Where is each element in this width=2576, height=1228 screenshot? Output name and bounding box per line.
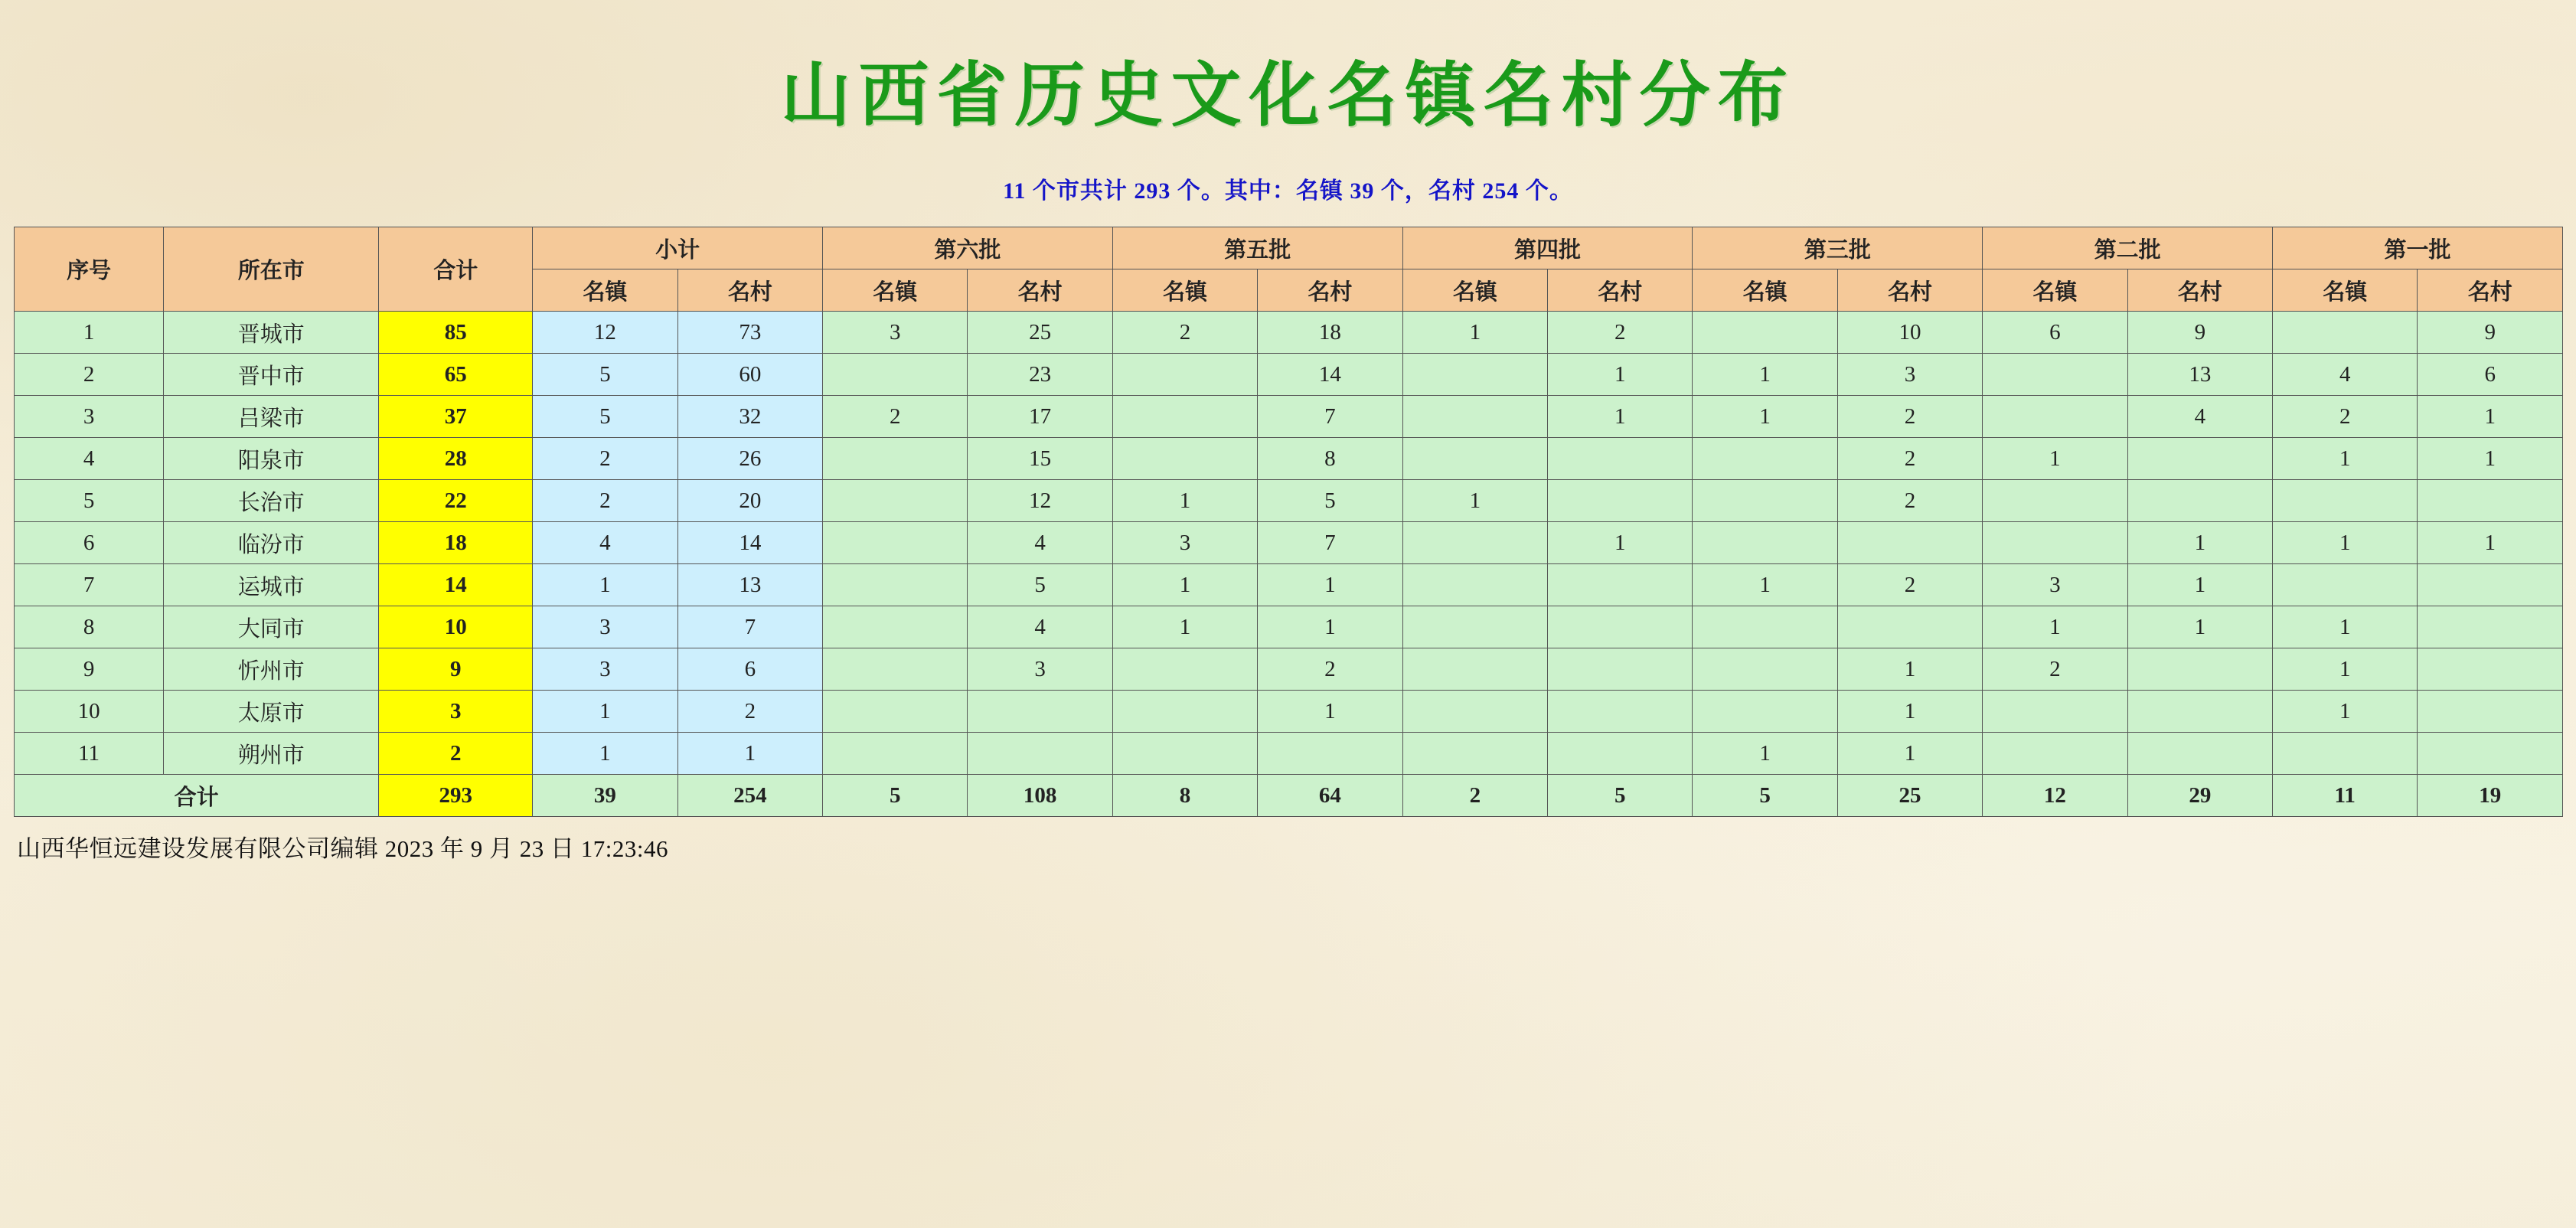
cell-value: 1 <box>1112 606 1257 648</box>
cell-value: 6 <box>2418 354 2563 396</box>
cell-value <box>1548 480 1693 522</box>
header-group-batch2: 第二批 <box>1983 227 2273 269</box>
cell-value: 1 <box>1258 564 1402 606</box>
cell-value: 1 <box>1548 354 1693 396</box>
cell-value: 23 <box>968 354 1112 396</box>
cell-value <box>2273 312 2418 354</box>
cell-value: 7 <box>677 606 822 648</box>
cell-value: 1 <box>2127 606 2272 648</box>
cell-city: 运城市 <box>164 564 379 606</box>
header-total: 合计 <box>379 227 533 312</box>
cell-total: 22 <box>379 480 533 522</box>
cell-value: 26 <box>677 438 822 480</box>
cell-value <box>2127 438 2272 480</box>
cell-city: 大同市 <box>164 606 379 648</box>
cell-value: 5 <box>533 354 677 396</box>
cell-value <box>823 606 968 648</box>
cell-value: 3 <box>823 312 968 354</box>
cell-value: 13 <box>677 564 822 606</box>
cell-value <box>2418 606 2563 648</box>
cell-value <box>1402 522 1547 564</box>
header-sub-town-batch6: 名镇 <box>823 269 968 312</box>
summary-line: 11 个市共计 293 个。其中：名镇 39 个，名村 254 个。 <box>1003 178 1573 204</box>
header-sub-village-batch6: 名村 <box>968 269 1112 312</box>
cell-value: 1 <box>1693 396 1837 438</box>
cell-value <box>2273 480 2418 522</box>
cell-value <box>2273 733 2418 775</box>
cell-value <box>1693 312 1837 354</box>
cell-seq: 4 <box>15 438 164 480</box>
cell-value: 2 <box>1837 438 1982 480</box>
cell-total: 2 <box>379 733 533 775</box>
cell-city: 朔州市 <box>164 733 379 775</box>
cell-value: 1 <box>1258 606 1402 648</box>
header-seq: 序号 <box>15 227 164 312</box>
distribution-table <box>14 227 2563 817</box>
cell-value: 73 <box>677 312 822 354</box>
header-row-groups <box>15 227 2563 269</box>
cell-value <box>968 691 1112 733</box>
footer-value: 5 <box>1693 775 1837 817</box>
cell-value <box>1402 648 1547 691</box>
header-sub-village-subtotal: 名村 <box>677 269 822 312</box>
cell-seq: 9 <box>15 648 164 691</box>
cell-value: 15 <box>968 438 1112 480</box>
table-foot <box>15 775 2563 817</box>
cell-total: 10 <box>379 606 533 648</box>
cell-value <box>2127 733 2272 775</box>
header-group-batch1: 第一批 <box>2273 227 2563 269</box>
footer-label: 合计 <box>15 775 379 817</box>
footer-value: 108 <box>968 775 1112 817</box>
cell-value: 14 <box>677 522 822 564</box>
footer-value: 64 <box>1258 775 1402 817</box>
cell-value: 2 <box>1112 312 1257 354</box>
cell-value: 2 <box>1258 648 1402 691</box>
cell-value <box>1112 733 1257 775</box>
cell-total: 14 <box>379 564 533 606</box>
cell-value <box>823 480 968 522</box>
header-sub-town-batch5: 名镇 <box>1112 269 1257 312</box>
cell-total: 65 <box>379 354 533 396</box>
cell-value <box>1548 648 1693 691</box>
cell-value: 4 <box>968 522 1112 564</box>
cell-value <box>823 733 968 775</box>
cell-value <box>1693 606 1837 648</box>
cell-value: 20 <box>677 480 822 522</box>
cell-value: 3 <box>1112 522 1257 564</box>
cell-value: 2 <box>1548 312 1693 354</box>
cell-value: 2 <box>533 438 677 480</box>
cell-value <box>1693 438 1837 480</box>
cell-value: 6 <box>677 648 822 691</box>
cell-value <box>2127 480 2272 522</box>
cell-seq: 7 <box>15 564 164 606</box>
cell-seq: 1 <box>15 312 164 354</box>
cell-value <box>2418 691 2563 733</box>
cell-value <box>823 648 968 691</box>
cell-value <box>2127 648 2272 691</box>
cell-value: 3 <box>533 606 677 648</box>
cell-value: 5 <box>1258 480 1402 522</box>
cell-value: 2 <box>677 691 822 733</box>
header-sub-town-batch2: 名镇 <box>1983 269 2127 312</box>
cell-value <box>1402 691 1547 733</box>
cell-total: 28 <box>379 438 533 480</box>
cell-value: 7 <box>1258 396 1402 438</box>
cell-total: 85 <box>379 312 533 354</box>
cell-value <box>1112 438 1257 480</box>
cell-value: 1 <box>2273 648 2418 691</box>
cell-seq: 3 <box>15 396 164 438</box>
cell-value: 1 <box>1983 438 2127 480</box>
cell-value: 17 <box>968 396 1112 438</box>
cell-value <box>1402 733 1547 775</box>
cell-city: 晋中市 <box>164 354 379 396</box>
cell-value: 12 <box>968 480 1112 522</box>
cell-seq: 2 <box>15 354 164 396</box>
page-title: 山西省历史文化名镇名村分布 <box>780 54 1796 136</box>
cell-value: 1 <box>1112 564 1257 606</box>
cell-value <box>2418 480 2563 522</box>
footer-value: 11 <box>2273 775 2418 817</box>
cell-value: 1 <box>677 733 822 775</box>
cell-value: 2 <box>1837 564 1982 606</box>
cell-value: 2 <box>1837 480 1982 522</box>
footer-value: 5 <box>823 775 968 817</box>
cell-total: 37 <box>379 396 533 438</box>
cell-value <box>823 691 968 733</box>
cell-value: 1 <box>2127 564 2272 606</box>
cell-value: 2 <box>2273 396 2418 438</box>
cell-seq: 10 <box>15 691 164 733</box>
cell-seq: 5 <box>15 480 164 522</box>
cell-value: 2 <box>533 480 677 522</box>
cell-value <box>1402 438 1547 480</box>
cell-city: 吕梁市 <box>164 396 379 438</box>
cell-value: 14 <box>1258 354 1402 396</box>
cell-value: 4 <box>533 522 677 564</box>
header-group-batch5: 第五批 <box>1112 227 1402 269</box>
cell-value: 4 <box>968 606 1112 648</box>
cell-value: 6 <box>1983 312 2127 354</box>
footer-value: 12 <box>1983 775 2127 817</box>
cell-seq: 11 <box>15 733 164 775</box>
table-head <box>15 227 2563 312</box>
cell-value: 5 <box>533 396 677 438</box>
cell-city: 长治市 <box>164 480 379 522</box>
cell-value <box>1693 480 1837 522</box>
header-sub-town-subtotal: 名镇 <box>533 269 677 312</box>
header-sub-town-batch3: 名镇 <box>1693 269 1837 312</box>
cell-value: 1 <box>533 733 677 775</box>
cell-value <box>1548 438 1693 480</box>
footer-value: 29 <box>2127 775 2272 817</box>
header-group-batch6: 第六批 <box>823 227 1113 269</box>
cell-value: 1 <box>2273 691 2418 733</box>
cell-value <box>2127 691 2272 733</box>
header-sub-town-batch4: 名镇 <box>1402 269 1547 312</box>
table-row <box>15 691 2563 733</box>
cell-value <box>1548 564 1693 606</box>
cell-value: 1 <box>2418 396 2563 438</box>
cell-value: 1 <box>2127 522 2272 564</box>
cell-value: 10 <box>1837 312 1982 354</box>
cell-value <box>1983 396 2127 438</box>
cell-value: 1 <box>1548 522 1693 564</box>
cell-value: 1 <box>2273 522 2418 564</box>
cell-value: 1 <box>1258 691 1402 733</box>
cell-value <box>1983 733 2127 775</box>
cell-city: 阳泉市 <box>164 438 379 480</box>
cell-value: 2 <box>1837 396 1982 438</box>
cell-value <box>2418 648 2563 691</box>
cell-value: 60 <box>677 354 822 396</box>
cell-value: 13 <box>2127 354 2272 396</box>
cell-total: 18 <box>379 522 533 564</box>
footer-value: 39 <box>533 775 677 817</box>
cell-seq: 8 <box>15 606 164 648</box>
cell-value: 1 <box>1837 691 1982 733</box>
header-sub-town-batch1: 名镇 <box>2273 269 2418 312</box>
cell-value: 3 <box>1837 354 1982 396</box>
credit-line: 山西华恒远建设发展有限公司编辑 2023 年 9 月 23 日 17:23:46 <box>17 835 668 862</box>
cell-city: 临汾市 <box>164 522 379 564</box>
header-group-subtotal: 小计 <box>533 227 823 269</box>
cell-value <box>1983 480 2127 522</box>
header-sub-village-batch5: 名村 <box>1258 269 1402 312</box>
cell-value <box>823 354 968 396</box>
cell-value: 1 <box>1693 733 1837 775</box>
table-row <box>15 648 2563 691</box>
cell-value <box>2418 564 2563 606</box>
cell-value <box>1402 396 1547 438</box>
table-row <box>15 396 2563 438</box>
cell-value <box>2273 564 2418 606</box>
cell-value: 9 <box>2418 312 2563 354</box>
cell-value: 1 <box>1837 648 1982 691</box>
header-group-batch4: 第四批 <box>1402 227 1693 269</box>
table-footer-row <box>15 775 2563 817</box>
cell-value: 5 <box>968 564 1112 606</box>
cell-value: 18 <box>1258 312 1402 354</box>
cell-value <box>1693 522 1837 564</box>
table-row <box>15 733 2563 775</box>
table-row <box>15 354 2563 396</box>
table-row <box>15 564 2563 606</box>
cell-value: 25 <box>968 312 1112 354</box>
cell-city: 晋城市 <box>164 312 379 354</box>
table-row <box>15 480 2563 522</box>
cell-value: 1 <box>1693 564 1837 606</box>
cell-value <box>823 438 968 480</box>
footer-value: 5 <box>1548 775 1693 817</box>
cell-value <box>1693 648 1837 691</box>
cell-seq: 6 <box>15 522 164 564</box>
footer-value: 25 <box>1837 775 1982 817</box>
cell-value: 1 <box>1112 480 1257 522</box>
cell-value <box>1548 606 1693 648</box>
cell-value: 2 <box>1983 648 2127 691</box>
cell-value <box>1112 648 1257 691</box>
cell-value <box>1983 691 2127 733</box>
table-row <box>15 312 2563 354</box>
cell-value <box>1112 396 1257 438</box>
cell-value: 1 <box>2273 606 2418 648</box>
cell-value <box>1258 733 1402 775</box>
cell-value: 1 <box>1983 606 2127 648</box>
header-sub-village-batch3: 名村 <box>1837 269 1982 312</box>
cell-city: 忻州市 <box>164 648 379 691</box>
footer-total: 293 <box>379 775 533 817</box>
footer-value: 2 <box>1402 775 1547 817</box>
cell-value: 8 <box>1258 438 1402 480</box>
cell-value <box>1548 691 1693 733</box>
cell-value: 12 <box>533 312 677 354</box>
cell-value: 1 <box>533 564 677 606</box>
header-sub-village-batch2: 名村 <box>2127 269 2272 312</box>
cell-value: 1 <box>2418 438 2563 480</box>
table-row <box>15 522 2563 564</box>
cell-value: 3 <box>533 648 677 691</box>
header-city: 所在市 <box>164 227 379 312</box>
cell-value <box>1402 564 1547 606</box>
cell-value: 3 <box>968 648 1112 691</box>
cell-value <box>1402 606 1547 648</box>
header-sub-village-batch4: 名村 <box>1548 269 1693 312</box>
table-body <box>15 312 2563 775</box>
footer-value: 19 <box>2418 775 2563 817</box>
cell-value <box>1983 522 2127 564</box>
cell-value <box>968 733 1112 775</box>
cell-value <box>1983 354 2127 396</box>
cell-total: 3 <box>379 691 533 733</box>
cell-value <box>823 564 968 606</box>
cell-city: 太原市 <box>164 691 379 733</box>
cell-value: 1 <box>533 691 677 733</box>
cell-value <box>823 522 968 564</box>
cell-value: 1 <box>1837 733 1982 775</box>
table-row <box>15 438 2563 480</box>
header-sub-village-batch1: 名村 <box>2418 269 2563 312</box>
cell-value <box>2418 733 2563 775</box>
cell-value: 1 <box>2273 438 2418 480</box>
cell-value: 9 <box>2127 312 2272 354</box>
cell-value: 1 <box>2418 522 2563 564</box>
cell-value: 32 <box>677 396 822 438</box>
cell-value: 2 <box>823 396 968 438</box>
cell-value: 3 <box>1983 564 2127 606</box>
cell-value: 4 <box>2127 396 2272 438</box>
header-group-batch3: 第三批 <box>1693 227 1983 269</box>
cell-value: 7 <box>1258 522 1402 564</box>
cell-value <box>1693 691 1837 733</box>
cell-value: 1 <box>1402 312 1547 354</box>
footer-value: 8 <box>1112 775 1257 817</box>
cell-value <box>1112 354 1257 396</box>
cell-value <box>1548 733 1693 775</box>
cell-value <box>1112 691 1257 733</box>
cell-value <box>1402 354 1547 396</box>
cell-value <box>1837 522 1982 564</box>
cell-value: 1 <box>1402 480 1547 522</box>
cell-value: 4 <box>2273 354 2418 396</box>
cell-value <box>1837 606 1982 648</box>
footer-value: 254 <box>677 775 822 817</box>
cell-total: 9 <box>379 648 533 691</box>
cell-value: 1 <box>1693 354 1837 396</box>
table-row <box>15 606 2563 648</box>
cell-value: 1 <box>1548 396 1693 438</box>
table-container <box>14 227 2562 817</box>
